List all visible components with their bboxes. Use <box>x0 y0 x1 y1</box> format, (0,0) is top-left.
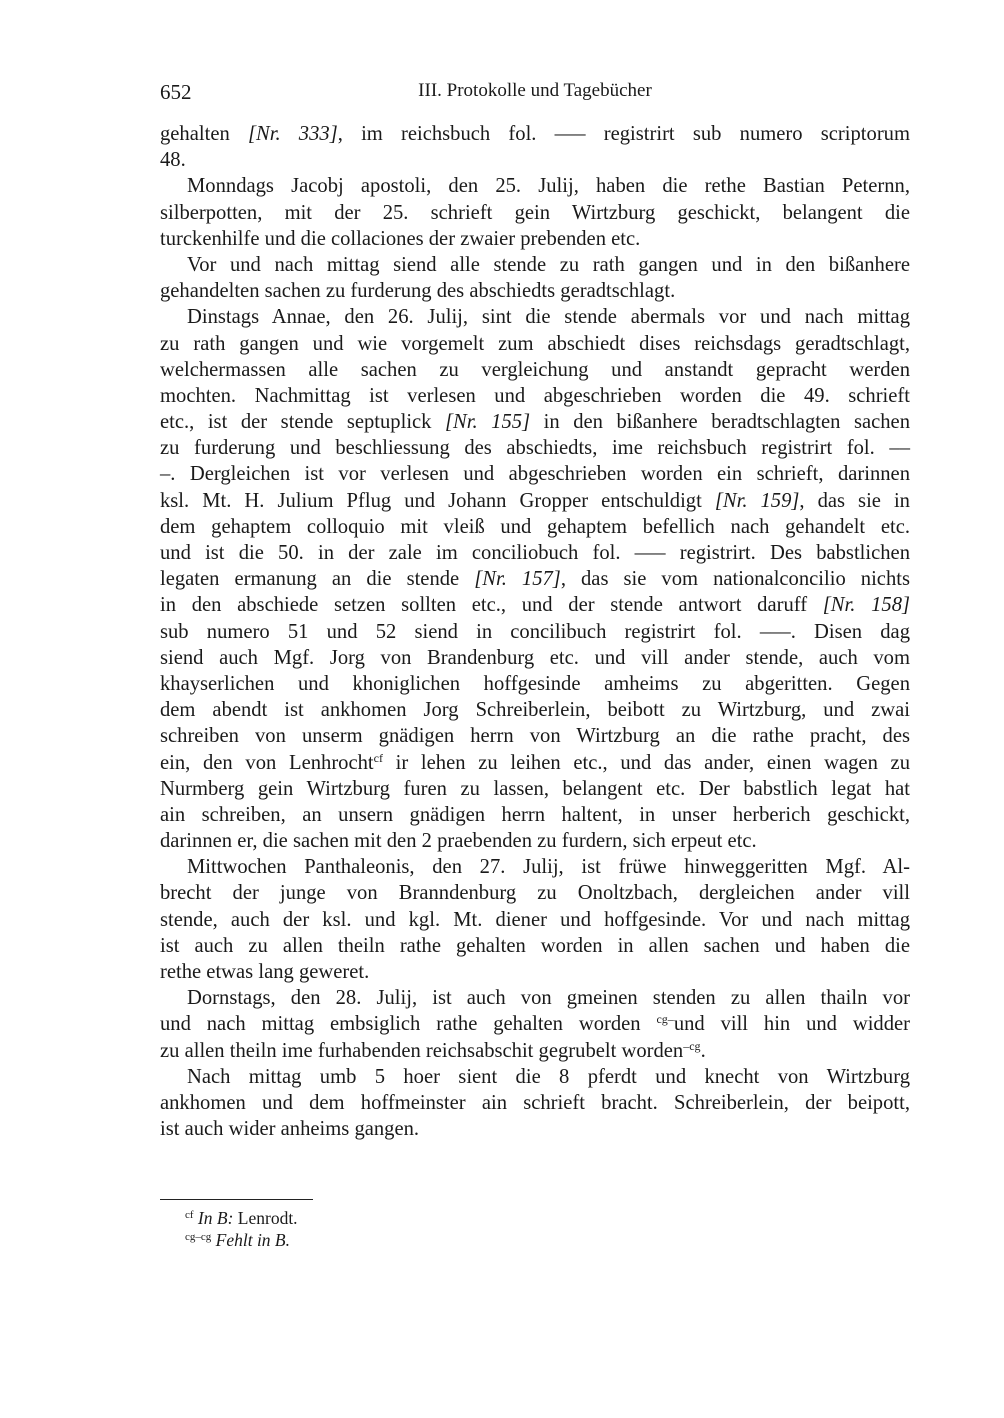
text-run: Monndags Jacobj apostoli, den 25. Julij, haben die rethe Bastian Peternn, <box>187 175 910 198</box>
footnote <box>185 1229 298 1251</box>
text-line <box>160 671 910 697</box>
paragraph <box>160 854 910 985</box>
cross-reference: [Nr. 155] <box>445 411 531 434</box>
text-run: stende, auch der ksl. und kgl. Mt. diener und hoffgesinde. Vor und nach mittag <box>160 908 910 931</box>
text-line <box>160 304 910 330</box>
text-run: und vill hin und widder <box>673 1013 911 1036</box>
text-run: mochten. Nachmittag ist verlesen und abgeschrieben worden die 49. schrieft <box>160 384 910 407</box>
running-title: III. Protokolle und Tagebücher <box>418 80 652 101</box>
text-line <box>160 173 910 199</box>
text-run: welchermassen alle sachen zu vergleichung und anstandt gepracht werden <box>160 358 910 381</box>
footnote-divider <box>160 1199 313 1200</box>
text-line <box>160 750 910 776</box>
text-line <box>160 540 910 566</box>
text-run: –. Dergleichen ist vor verlesen und abgeschrieben worden ein schrieft, darinnen <box>160 463 910 486</box>
text-run: ist auch wider anheims gangen. <box>160 1118 420 1141</box>
text-line <box>160 854 910 880</box>
text-line <box>160 1038 910 1064</box>
text-line <box>160 147 910 173</box>
text-line <box>160 1011 910 1037</box>
footnote-marker: cg–cg <box>185 1231 212 1243</box>
cross-reference: [Nr. 159] <box>714 489 800 512</box>
paragraph <box>160 252 910 304</box>
text-run: Nach mittag umb 5 hoer sient die 8 pferdt und knecht von Wirtzburg <box>187 1065 910 1088</box>
text-line <box>160 1090 910 1116</box>
footnote-marker: cg– <box>656 1012 674 1027</box>
text-run: legaten ermanung an die stende <box>160 568 475 591</box>
text-line <box>160 959 910 985</box>
text-run: turckenhilfe und die collaciones der zwaier prebenden etc. <box>160 227 641 250</box>
text-line <box>160 697 910 723</box>
text-run: brecht der junge von Branndenburg zu Onoltzbach, dergleichen ander vill <box>160 882 910 905</box>
text-run: zu rath gangen und wie vorgemelt zum abschiedt dises reichsdags geradtschlagt, <box>160 332 910 355</box>
page-number: 652 <box>160 80 192 104</box>
text-run: ist auch zu allen theiln rathe gehalten worden in allen sachen und haben die <box>160 934 910 957</box>
text-line <box>160 880 910 906</box>
text-run: rethe etwas lang geweret. <box>160 961 370 983</box>
text-run: ir lehen zu leihen etc., und das ander, einen wagen zu <box>382 751 910 774</box>
text-line <box>160 985 910 1011</box>
text-line <box>160 357 910 383</box>
text-line <box>160 645 910 671</box>
paragraph <box>160 304 910 854</box>
page-header <box>160 80 910 108</box>
text-run: Mittwochen Panthaleonis, den 27. Julij, ist früwe hinweggeritten Mgf. Al- <box>187 856 910 879</box>
text-line <box>160 200 910 226</box>
text-run: Lenrodt. <box>233 1208 298 1228</box>
text-run: zu furderung und beschliessung des abschiedts, ime reichsbuch registrirt fol. –– <box>160 437 910 460</box>
text-run: siend auch Mgf. Jorg von Brandenburg etc. und vill ander stende, auch vom <box>160 646 910 669</box>
text-line <box>160 619 910 645</box>
text-line <box>160 933 910 959</box>
text-line <box>160 488 910 514</box>
text-run: und nach mittag embsiglich rathe gehalten worden <box>160 1013 657 1036</box>
cross-reference: [Nr. 333] <box>247 123 338 145</box>
cross-reference: [Nr. 157] <box>474 568 561 591</box>
text-run: 48. <box>160 149 186 172</box>
text-line <box>160 1116 910 1142</box>
text-run: dem gehaptem colloquio mit vleiß und gehaptem befellich nach gehandelt etc. <box>160 515 910 538</box>
paragraph <box>160 121 910 173</box>
text-line <box>160 252 910 278</box>
footnote <box>185 1207 298 1229</box>
text-line <box>160 461 910 487</box>
text-line <box>160 435 910 461</box>
text-line <box>160 331 910 357</box>
text-run: , das sie in <box>799 489 910 512</box>
text-run: Vor und nach mittag siend alle stende zu rath gangen und in den bißanhere <box>187 253 910 276</box>
text-line <box>160 566 910 592</box>
footnotes <box>185 1207 298 1251</box>
text-line <box>160 907 910 933</box>
text-line <box>160 409 910 435</box>
footnote-marker: cf <box>185 1209 194 1221</box>
text-run: Dinstags Annae, den 26. Julij, sint die stende abermals vor und nach mittag <box>187 306 910 329</box>
text-line <box>160 723 910 749</box>
text-run: Nurmberg gein Wirtzburg furen zu lassen, belangent etc. Der babstlich legat hat <box>160 777 910 800</box>
text-run: silberpotten, mit der 25. schrieft gein Wirtzburg geschickt, belangent die <box>160 201 910 224</box>
text-run: , im reichsbuch fol. ––– registrirt sub numero scriptorum <box>337 123 911 145</box>
text-line <box>160 278 910 304</box>
text-line <box>160 802 910 828</box>
cross-reference: In B: <box>197 1208 234 1228</box>
paragraph <box>160 173 910 252</box>
text-line <box>160 226 910 252</box>
text-run: in den bißanhere beradtschlagten sachen <box>530 411 910 434</box>
text-run: in den abschiede setzen sollten etc., und der stende antwort daruff <box>160 594 823 617</box>
text-run: sub numero 51 und 52 siend in concilibuch registrirt fol. –––. Disen dag <box>160 620 910 643</box>
text-line <box>160 828 910 854</box>
text-line <box>160 383 910 409</box>
text-run: gehalten <box>160 123 248 145</box>
text-run: . <box>700 1039 706 1062</box>
text-run: ksl. Mt. H. Julium Pflug und Johann Gropper entschuldigt <box>160 489 715 512</box>
text-run: schreiben von unserm gnädigen herrn von Wirtzburg an die rathe pracht, des <box>160 725 910 748</box>
paragraph <box>160 985 910 1064</box>
text-run: khayserlichen und khoniglichen hoffgesinde amheims zu abgeritten. Gegen <box>160 672 910 695</box>
text-line <box>160 592 910 618</box>
paragraph <box>160 1064 910 1143</box>
text-run: etc., ist der stende septuplick <box>160 411 446 434</box>
footnote-marker: cf <box>373 750 383 765</box>
text-run: Dornstags, den 28. Julij, ist auch von gmeinen stenden zu allen thailn vor <box>187 987 910 1010</box>
text-run: dem abendt ist ankhomen Jorg Schreiberlein, beibott zu Wirtzburg, und zwai <box>160 699 910 722</box>
text-run: , das sie vom nationalconcilio nichts <box>560 568 910 591</box>
text-run: ein, den von Lenhrocht <box>160 751 374 774</box>
main-text <box>160 121 910 1142</box>
text-run: zu allen theiln ime furhabenden reichsabschit gegrubelt worden <box>160 1039 684 1062</box>
text-line <box>160 776 910 802</box>
cross-reference: [Nr. 158] <box>822 594 910 617</box>
text-line <box>160 121 910 147</box>
text-run: darinnen er, die sachen mit den 2 praebenden zu furdern, sich erpeut etc. <box>160 830 757 853</box>
text-run: ankhomen und dem hoffmeinster ain schrieft bracht. Schreiberlein, der beipott, <box>160 1091 910 1114</box>
text-run: gehandelten sachen zu furderung des abschiedts geradtschlagt. <box>160 280 676 303</box>
footnote-marker: –cg <box>683 1038 701 1053</box>
text-line <box>160 1064 910 1090</box>
text-run: und ist die 50. in der zale im conciliobuch fol. ––– registrirt. Des babstlichen <box>160 542 910 564</box>
text-line <box>160 514 910 540</box>
text-run: ain schreiben, an unsern gnädigen herrn haltent, in unser herberich geschickt, <box>160 803 910 826</box>
cross-reference: Fehlt in B. <box>215 1230 290 1250</box>
